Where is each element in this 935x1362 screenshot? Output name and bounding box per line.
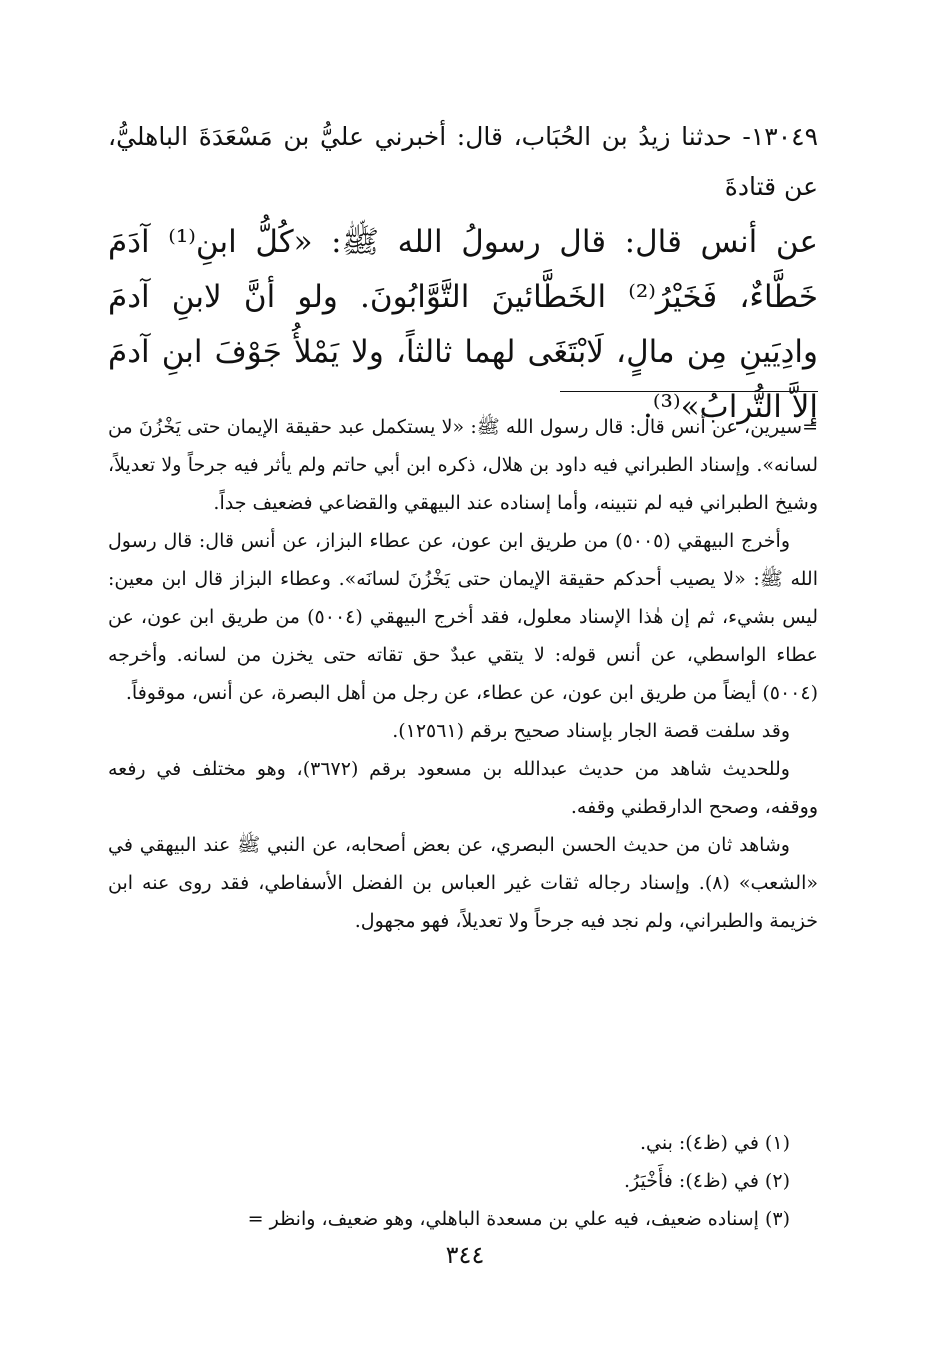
commentary-paragraph: وقد سلفت قصة الجار بإسناد صحيح برقم (١٢٥٦١). bbox=[392, 720, 790, 742]
page-number: ٣٤٤ bbox=[445, 1241, 485, 1269]
footnote-3: (٣) إسناده ضعيف، فيه علي بن مسعدة الباهلي، وهو ضعيف، وانظر = bbox=[247, 1208, 790, 1230]
commentary-section bbox=[108, 408, 818, 940]
footnote-1: (١) في (ظ٤): بني. bbox=[639, 1132, 790, 1154]
commentary-paragraph: وشاهد ثان من حديث الحسن البصري، عن بعض أصحابه، عن النبي ﷺ عند البيهقي في «الشعب» (٨). وإسناد رجاله ثقات غير العباس بن الفضل الأسفاطي، فقد روى عنه ابن خزيمة والطبراني، ولم نجد فيه جرحاً ولا تعديلاً، فهو مجهول. bbox=[108, 834, 818, 932]
commentary-paragraph: وللحديث شاهد من حديث عبدالله بن مسعود برقم (٣٦٧٢)، وهو مختلف في رفعه ووقفه، وصحح الدارقطني وقفه. bbox=[108, 758, 818, 818]
footnote-2: (٢) في (ظ٤): فأَخْيَرُ. bbox=[624, 1170, 790, 1192]
hadith-matn: عن أنس قال: قال رسولُ الله ﷺ: «كُلُّ ابنِ⁽¹⁾ آدَمَ خَطَّاءٌ، فَخَيْرُ⁽²⁾ الخَطَّائينَ التَّوَّابُونَ. ولو أنَّ لابنِ آدمَ وادِيَينِ مِن مالٍ، لَابْتَغَى لهما ثالثاً، ولا يَمْلأُ جَوْفَ ابنِ آدمَ إلاَّ التُّرابُ»⁽³⁾. bbox=[108, 224, 818, 425]
commentary-paragraph: =سيرين، عن أنس قال: قال رسول الله ﷺ: «لا يستكمل عبد حقيقة الإيمان حتى يَخْزُنَ من لسانه». وإسناد الطبراني فيه داود بن هلال، ذكره ابن أبي حاتم ولم يأثر فيه جرحاً ولا تعديلاً، وشيخ الطبراني فيه لم نتبينه، وأما إسناده عند البيهقي والقضاعي فضعيف جداً. bbox=[108, 416, 818, 514]
commentary-paragraph: وأخرج البيهقي (٥٠٠٥) من طريق ابن عون، عن عطاء البزاز، عن أنس قال: قال رسول الله ﷺ: «لا يصيب أحدكم حقيقة الإيمان حتى يَخْزُنَ لسانَه». وعطاء البزاز قال ابن معين: ليس بشيء، ثم إن هٰذا الإسناد معلول، فقد أخرج البيهقي (٥٠٠٤) من طريق ابن عون، عن عطاء الواسطي، عن أنس قوله: لا يتقي عبدٌ حق تقاته حتى يخزن من لسانه. وأخرجه (٥٠٠٤) أيضاً من طريق ابن عون، عن عطاء، عن رجل من أهل البصرة، عن أنس، موقوفاً. bbox=[108, 530, 819, 704]
footnote-separator bbox=[560, 391, 818, 392]
hadith-isnad: ١٣٠٤٩- حدثنا زيدُ بن الحُبَاب، قال: أخبرني عليُّ بن مَسْعَدَةَ الباهليُّ، عن قتادةَ bbox=[108, 122, 818, 201]
footnotes-section bbox=[108, 1124, 818, 1238]
